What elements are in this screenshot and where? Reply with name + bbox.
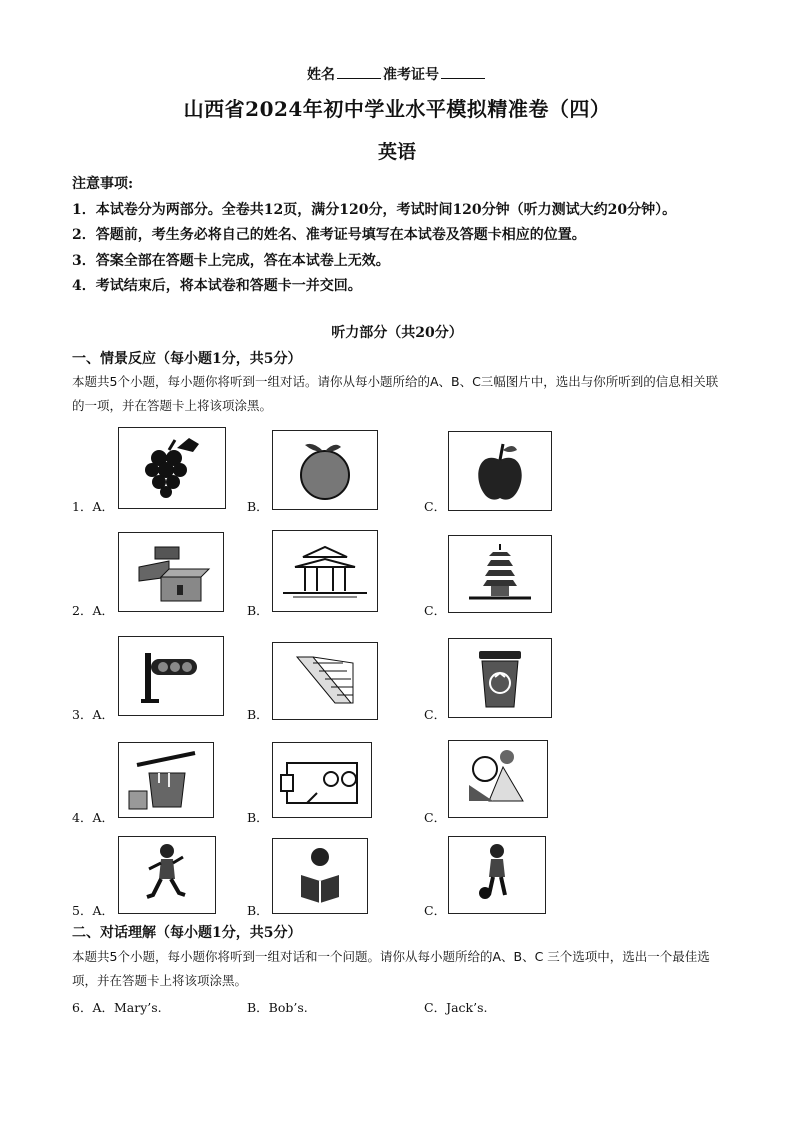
notes-heading: 注意事项: [72,176,134,192]
temple-image[interactable] [272,530,378,612]
q4-label-a: 4．A． [72,810,114,825]
running-girl-image[interactable] [118,836,216,914]
ball-girl-image[interactable] [448,836,546,914]
notes-block [72,172,732,300]
recycle-bin-image[interactable] [448,638,552,718]
q5-label-c: C． [424,903,447,918]
q3-label-b: B． [247,707,269,722]
q5-label-b: B． [247,903,269,918]
pagoda-image[interactable] [448,535,552,613]
q4-label-c: C． [424,810,447,825]
name-id-line [0,64,794,84]
q4-label-b: B． [247,810,269,825]
name-label: 姓名 [307,67,335,83]
geometry-image[interactable] [448,740,548,818]
grapes-image[interactable] [118,427,226,509]
q2-label-b: B． [247,603,269,618]
q6-option-a: 6．A．Mary’s. [72,1000,162,1015]
reading-girl-icon [273,839,367,913]
recycle-bin-icon [449,639,551,717]
grapes-icon [119,428,225,508]
q6-option-b: B．Bob’s. [247,1000,308,1015]
stairs-icon [273,643,377,719]
paint-bucket-image[interactable] [118,742,214,818]
traffic-light-icon [119,637,223,715]
running-girl-icon [119,837,215,913]
id-blank [441,66,485,79]
note-item: 2．答题前，考生务必将自己的姓名、准考证号填写在本试卷及答题卡相应的位置。 [72,227,586,243]
apple-icon [449,432,551,510]
geometry-icon [449,741,547,817]
circuit-image[interactable] [272,742,372,818]
q2-label-a: 2．A． [72,603,114,618]
orange-icon [273,431,377,509]
q1-label-a: 1．A． [72,499,114,514]
note-item: 1．本试卷分为两部分。全卷共12页，满分120分，考试时间120分钟（听力测试大约20分钟）。 [72,201,677,218]
q1-label-c: C． [424,499,447,514]
q2-label-c: C． [424,603,447,618]
great-wall-image[interactable] [118,532,224,612]
q6-option-c: C．Jack’s. [424,1000,488,1015]
name-blank [337,66,381,79]
subject-title: 英语 [377,141,416,163]
part2-desc: 本题共5个小题，每小题你将听到一组对话和一个问题。请你从每小题所给的A、B、C 三个选项中，选出一个最佳选项，并在答题卡上将该项涂黑。 [72,949,710,988]
reading-girl-image[interactable] [272,838,368,914]
part1-desc: 本题共5个小题，每小题你将听到一组对话。请你从每小题所给的A、B、C三幅图片中，选出与你所听到的信息相关联的一项，并在答题卡上将该项涂黑。 [72,374,719,413]
traffic-light-image[interactable] [118,636,224,716]
temple-icon [273,531,377,611]
part2-heading: 二、对话理解（每小题1分，共5分） [72,925,302,941]
apple-image[interactable] [448,431,552,511]
listening-title: 听力部分（共20分） [331,325,463,341]
q3-label-c: C． [424,707,447,722]
exam-title: 山西省2024年初中学业水平模拟精准卷（四） [183,97,611,121]
ball-girl-icon [449,837,545,913]
note-item: 3．答案全部在答题卡上完成，答在本试卷上无效。 [72,252,390,269]
stairs-image[interactable] [272,642,378,720]
circuit-icon [273,743,371,817]
paint-bucket-icon [119,743,213,817]
q5-label-a: 5．A． [72,903,114,918]
part1-heading: 一、情景反应（每小题1分，共5分） [72,351,302,367]
great-wall-icon [119,533,223,611]
q1-label-b: B． [247,499,269,514]
orange-image[interactable] [272,430,378,510]
id-label: 准考证号 [383,67,439,83]
q3-label-a: 3．A． [72,707,114,722]
pagoda-icon [449,536,551,612]
note-item: 4．考试结束后，将本试卷和答题卡一并交回。 [72,278,362,294]
